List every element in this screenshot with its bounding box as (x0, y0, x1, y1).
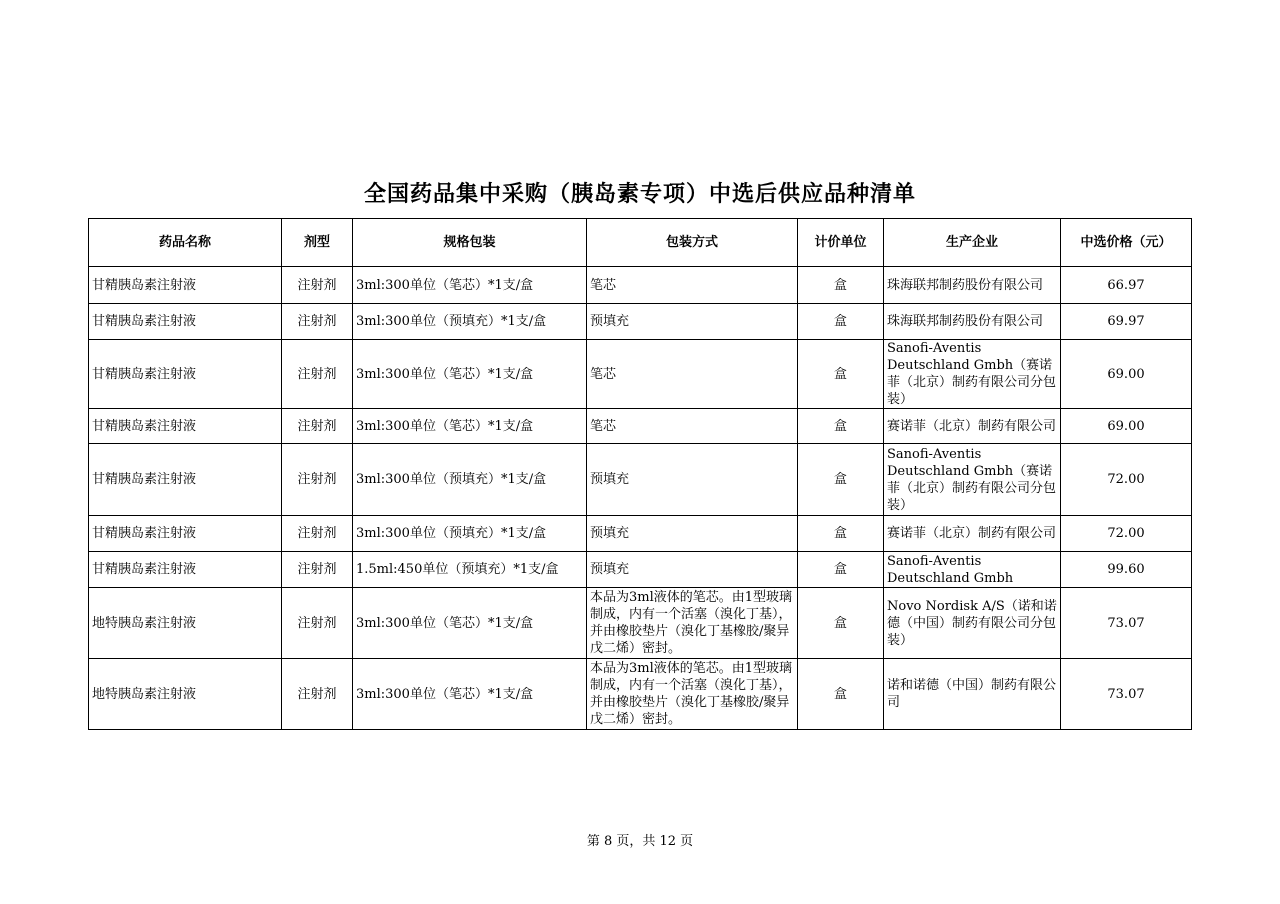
drug-name-cell: 地特胰岛素注射液 (89, 659, 282, 730)
packaging-cell: 预填充 (587, 304, 798, 340)
manufacturer-cell: 赛诺菲（北京）制药有限公司 (884, 516, 1061, 552)
table-header-row (89, 219, 1192, 267)
manufacturer-cell: 珠海联邦制药股份有限公司 (884, 304, 1061, 340)
table-row (89, 409, 1192, 444)
unit-cell: 盒 (798, 409, 884, 444)
manufacturer-cell: 赛诺菲（北京）制药有限公司 (884, 409, 1061, 444)
drug-name-cell: 甘精胰岛素注射液 (89, 552, 282, 588)
spec-cell: 3ml:300单位（笔芯）*1支/盒 (353, 267, 587, 304)
dosage-form-cell: 注射剂 (282, 659, 353, 730)
drug-name-cell: 甘精胰岛素注射液 (89, 304, 282, 340)
packaging-cell: 预填充 (587, 552, 798, 588)
spec-cell: 3ml:300单位（预填充）*1支/盒 (353, 516, 587, 552)
dosage-form-cell: 注射剂 (282, 444, 353, 516)
table-row (89, 588, 1192, 659)
dosage-form-cell: 注射剂 (282, 516, 353, 552)
dosage-form-cell: 注射剂 (282, 409, 353, 444)
dosage-form-cell: 注射剂 (282, 304, 353, 340)
packaging-cell: 笔芯 (587, 340, 798, 409)
spec-cell: 3ml:300单位（预填充）*1支/盒 (353, 444, 587, 516)
unit-cell: 盒 (798, 659, 884, 730)
price-cell: 69.97 (1061, 304, 1192, 340)
manufacturer-cell: Sanofi-Aventis Deutschland Gmbh（赛诺菲（北京）制药有限公司分包装） (884, 444, 1061, 516)
table-row (89, 304, 1192, 340)
header-manufacturer: 生产企业 (884, 219, 1061, 267)
table-row (89, 444, 1192, 516)
price-cell: 99.60 (1061, 552, 1192, 588)
spec-cell: 3ml:300单位（预填充）*1支/盒 (353, 304, 587, 340)
unit-cell: 盒 (798, 304, 884, 340)
drug-name-cell: 甘精胰岛素注射液 (89, 444, 282, 516)
table-row (89, 516, 1192, 552)
spec-cell: 1.5ml:450单位（预填充）*1支/盒 (353, 552, 587, 588)
header-dosage-form: 剂型 (282, 219, 353, 267)
dosage-form-cell: 注射剂 (282, 588, 353, 659)
price-cell: 69.00 (1061, 409, 1192, 444)
manufacturer-cell: Sanofi-Aventis Deutschland Gmbh（赛诺菲（北京）制药有限公司分包装） (884, 340, 1061, 409)
dosage-form-cell: 注射剂 (282, 267, 353, 304)
header-packaging: 包装方式 (587, 219, 798, 267)
table-row (89, 659, 1192, 730)
manufacturer-cell: 珠海联邦制药股份有限公司 (884, 267, 1061, 304)
table-row (89, 340, 1192, 409)
dosage-form-cell: 注射剂 (282, 552, 353, 588)
header-price: 中选价格（元） (1061, 219, 1192, 267)
spec-cell: 3ml:300单位（笔芯）*1支/盒 (353, 409, 587, 444)
table-row (89, 267, 1192, 304)
manufacturer-cell: Sanofi-Aventis Deutschland Gmbh (884, 552, 1061, 588)
header-unit: 计价单位 (798, 219, 884, 267)
manufacturer-cell: 诺和诺德（中国）制药有限公司 (884, 659, 1061, 730)
packaging-cell: 预填充 (587, 516, 798, 552)
spec-cell: 3ml:300单位（笔芯）*1支/盒 (353, 588, 587, 659)
packaging-cell: 笔芯 (587, 409, 798, 444)
packaging-cell: 预填充 (587, 444, 798, 516)
drug-name-cell: 甘精胰岛素注射液 (89, 340, 282, 409)
drug-name-cell: 甘精胰岛素注射液 (89, 516, 282, 552)
packaging-cell: 笔芯 (587, 267, 798, 304)
drug-name-cell: 地特胰岛素注射液 (89, 588, 282, 659)
price-cell: 72.00 (1061, 444, 1192, 516)
manufacturer-cell: Novo Nordisk A/S（诺和诺德（中国）制药有限公司分包装） (884, 588, 1061, 659)
header-drug-name: 药品名称 (89, 219, 282, 267)
unit-cell: 盒 (798, 340, 884, 409)
price-cell: 73.07 (1061, 659, 1192, 730)
price-cell: 69.00 (1061, 340, 1192, 409)
unit-cell: 盒 (798, 516, 884, 552)
unit-cell: 盒 (798, 267, 884, 304)
spec-cell: 3ml:300单位（笔芯）*1支/盒 (353, 659, 587, 730)
price-cell: 73.07 (1061, 588, 1192, 659)
packaging-cell: 本品为3ml液体的笔芯。由1型玻璃制成，内有一个活塞（溴化丁基），并由橡胶垫片（溴化丁基橡胶/聚异戊二烯）密封。 (587, 588, 798, 659)
unit-cell: 盒 (798, 444, 884, 516)
packaging-cell: 本品为3ml液体的笔芯。由1型玻璃制成，内有一个活塞（溴化丁基），并由橡胶垫片（溴化丁基橡胶/聚异戊二烯）密封。 (587, 659, 798, 730)
page-number: 第 8 页，共 12 页 (586, 834, 694, 849)
dosage-form-cell: 注射剂 (282, 340, 353, 409)
page-title: 全国药品集中采购（胰岛素专项）中选后供应品种清单 (363, 182, 916, 207)
table-row (89, 552, 1192, 588)
spec-cell: 3ml:300单位（笔芯）*1支/盒 (353, 340, 587, 409)
unit-cell: 盒 (798, 588, 884, 659)
header-spec: 规格包装 (353, 219, 587, 267)
supply-table (88, 218, 1192, 730)
price-cell: 66.97 (1061, 267, 1192, 304)
unit-cell: 盒 (798, 552, 884, 588)
price-cell: 72.00 (1061, 516, 1192, 552)
drug-name-cell: 甘精胰岛素注射液 (89, 267, 282, 304)
drug-name-cell: 甘精胰岛素注射液 (89, 409, 282, 444)
